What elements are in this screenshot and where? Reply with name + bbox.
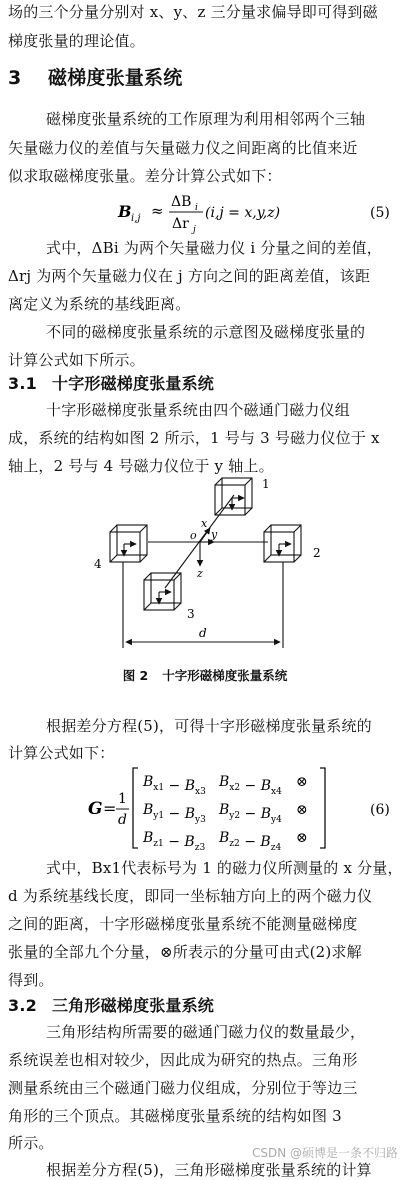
section-heading [8,68,404,88]
eq5-approx: ≈ [151,202,164,220]
eq5-label: (5) [370,205,390,221]
subsection-number: 3.2 [8,996,37,1015]
eq6-lhs: G [88,799,103,819]
eq6-right-bracket [320,768,325,848]
paragraph-line: 梯度张量的理论值。 [8,32,145,50]
paragraph-line: 轴上，2 号与 4 号磁力仪位于 y 轴上。 [8,457,274,475]
paragraph-line: Δrj 为两个矢量磁力仪在 j 方向之间的距离差值，该距 [8,267,371,285]
paragraph-line: 磁梯度张量系统的工作原理为利用相邻两个三轴 [46,110,366,128]
matrix-cell: ⊗ [296,774,308,790]
x-axis-arrow [200,528,210,542]
subsection-heading [8,996,404,1016]
paragraph-line: 十字形磁梯度张量系统由四个磁通门磁力仪组 [46,401,351,419]
eq6-fraction-denominator: d [118,812,127,828]
paragraph-line: 式中，Bx1代表标号为 1 的磁力仪所测量的 x 分量， [46,859,403,877]
figure-caption-text: 十字形磁梯度张量系统 [162,668,288,683]
matrix-cell: $B_{y2} - B_{y4}$ [219,802,282,825]
eq5-denominator: Δr [172,216,189,232]
paragraph-line: 计算公式如下： [8,744,115,762]
eq6-equals: = [103,799,117,818]
label-baseline-d: d [199,626,207,640]
figure-caption-number: 图 2 [122,668,149,683]
paragraph-line: 根据差分方程(5)，三角形磁梯度张量系统的计算 [46,1161,372,1179]
subsection-title: 三角形磁梯度张量系统 [52,996,215,1015]
eq5-denominator-sub: j [193,225,196,235]
eq6-label: (6) [370,802,390,818]
paragraph-line: 系统误差也相对较少，因此成为研究的热点。三角形 [8,1051,358,1069]
paragraph-line: 三角形结构所需要的磁通门磁力仪的数量最少， [46,1023,366,1041]
matrix-cell: $B_{z1} - B_{z3}$ [143,830,206,853]
matrix-cell: ⊗ [296,802,308,818]
paragraph-line: 矢量磁力仪的差值与矢量磁力仪之间距离的比值来近 [8,139,358,157]
paragraph-line: 计算公式如下所示。 [8,351,145,369]
label-magnetometer-1: 1 [262,477,270,491]
label-axis-z: z [197,567,203,580]
matrix-cell: $B_{z2} - B_{z4}$ [219,830,282,853]
matrix-cell: $B_{x2} - B_{x4}$ [219,774,282,797]
paragraph-line: 角形的三个顶点。其磁梯度张量系统的结构如图 3 [8,1107,342,1125]
label-origin: o [190,529,197,542]
eq5-lhs-sub: i,j [131,213,141,224]
label-magnetometer-2: 2 [313,546,321,560]
paragraph-line: 根据差分方程(5)，可得十字形磁梯度张量系统的 [46,717,372,735]
label-magnetometer-4: 4 [94,557,102,571]
matrix-cell: $B_{x1} - B_{x3}$ [143,774,206,797]
section-number: 3 [8,67,22,89]
paragraph-line: 测量系统由三个磁通门磁力仪组成，分别位于等边三 [8,1079,358,1097]
magnetometer-4-cube [110,525,147,562]
section-title: 磁梯度张量系统 [48,67,183,89]
equation-5 [0,186,410,236]
paragraph-line: 不同的磁梯度张量系统的示意图及磁梯度张量的 [46,323,366,341]
figure-2-diagram [0,470,410,660]
watermark: CSDN @硕博是一条不归路 [251,1146,398,1160]
paragraph-line: 所示。 [8,1134,54,1152]
magnetometer-3-cube [144,573,181,610]
paragraph-line: 张量的全部九个分量，⊗所表示的分量可由式(2)求解 [8,943,362,961]
equation-5-graphic [0,186,410,236]
paragraph-line: 式中，ΔBi 为两个矢量磁力仪 i 分量之间的差值， [46,239,382,257]
paragraph-line: 离定义为系统的基线距离。 [8,295,191,313]
eq5-condition: (i,j = x,y,z) [205,205,281,221]
magnetometer-2-cube [264,525,301,562]
paragraph-line: 似求取磁梯度张量。差分计算公式如下： [8,167,282,185]
eq5-numerator: ΔB [171,194,192,210]
paragraph-line: 之间的距离，十字形磁梯度张量系统不能测量磁梯度 [8,915,358,933]
eq6-fraction-numerator: 1 [118,791,127,807]
subsection-number: 3.1 [8,374,37,393]
paragraph-line: d 为系统基线长度，即同一坐标轴方向上的两个磁力仪 [8,887,373,905]
eq6-matrix [142,774,308,853]
paragraph-line: 得到。 [8,971,54,989]
paragraph-line: 成，系统的结构如图 2 所示，1 号与 3 号磁力仪位于 x [8,429,380,447]
matrix-cell: ⊗ [296,830,308,846]
equation-6 [0,762,410,854]
subsection-heading [8,374,404,394]
label-magnetometer-3: 3 [187,607,195,621]
subsection-title: 十字形磁梯度张量系统 [52,374,215,393]
figure-caption [0,666,410,684]
eq5-lhs: B [118,202,132,221]
eq5-numerator-sub: i [195,203,198,213]
label-axis-y: y [211,528,218,541]
label-axis-x: x [201,517,208,530]
matrix-cell: $B_{y1} - B_{y3}$ [143,802,206,825]
eq6-left-bracket [133,768,138,848]
paragraph-line: 场的三个分量分别对 x、y、z 三分量求偏导即可得到磁 [8,3,378,21]
